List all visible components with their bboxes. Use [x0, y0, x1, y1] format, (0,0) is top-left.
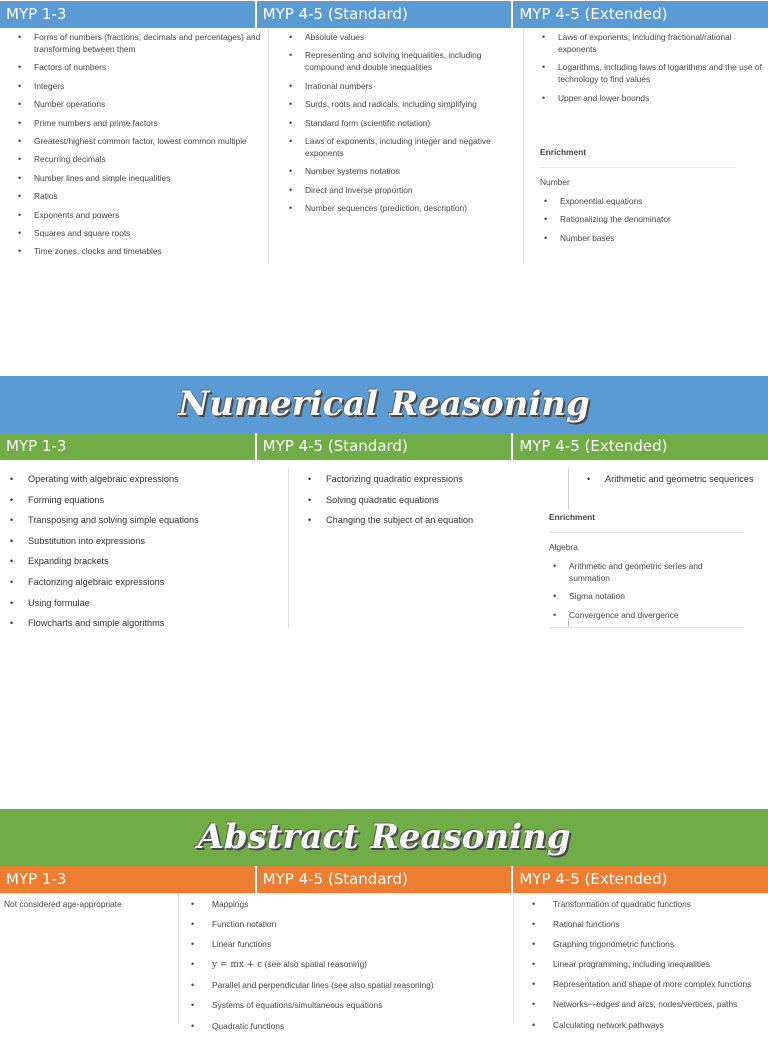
list-item: • Number operations [14, 98, 262, 110]
functions-extended-list [522, 898, 768, 1039]
list-item: • Upper and lower bounds [538, 92, 766, 104]
list-item: • Exponential equations [540, 195, 736, 207]
formula-note: (see also spatial reasoning) [264, 959, 368, 970]
list-item: • Direct and inverse proportion [285, 184, 515, 196]
list-item: • Greatest/highest common factor, lowest common multiple [14, 135, 262, 147]
list-item: • Recurring decimals [14, 153, 262, 165]
column-divider [268, 28, 269, 264]
list-item: • Factorizing algebraic expressions [6, 576, 276, 588]
algebra-header-extended: MYP 4-5 (Extended) [511, 433, 768, 460]
column-divider [288, 468, 289, 628]
column-divider [178, 893, 179, 1024]
list-item: • Function notation [181, 918, 511, 930]
enrichment-topic: Number [540, 177, 570, 187]
algebra-enrichment [549, 511, 743, 636]
list-item: • Logarithms, including laws of logarithms and the use of technology to find values [538, 61, 766, 85]
algebra-extended-list [583, 473, 768, 494]
list-item: • Laws of exponents, including integer and negative exponents [285, 135, 515, 159]
list-item: • Forming equations [6, 494, 276, 506]
list-item: • Solving quadratic equations [304, 494, 554, 506]
list-item: • Number lines and simple inequalities [14, 172, 262, 184]
algebra-header-standard: MYP 4-5 (Standard) [255, 433, 512, 460]
list-item: • Rational functions [522, 918, 768, 930]
column-divider [568, 468, 569, 510]
list-item: • Linear functions [181, 938, 511, 950]
divider [549, 532, 743, 533]
list-item: • Ratios [14, 190, 262, 202]
number-extended-list [538, 31, 766, 110]
list-item: • Parallel and perpendicular lines (see also spatial reasoning) [181, 979, 511, 991]
number-header-row [0, 1, 768, 28]
list-item: • Laws of exponents, including fractional/rational exponents [538, 31, 766, 55]
list-item: • Linear programming, including inequalities [522, 958, 768, 970]
list-item: • Flowcharts and simple algorithms [6, 617, 276, 629]
list-item: • Prime numbers and prime factors [14, 117, 262, 129]
list-item: • Quadratic functions [181, 1020, 511, 1032]
list-item: • Graphing trigonometric functions [522, 938, 768, 950]
list-item: • Irrational numbers [285, 80, 515, 92]
list-item: • Integers [14, 80, 262, 92]
list-item: • Forms of numbers (fractions, decimals and percentages) and transforming between them [14, 31, 262, 55]
list-item: • Exponents and powers [14, 209, 262, 221]
divider [549, 627, 743, 628]
list-item: • Representing and solving inequalities, including compound and double inequalities [285, 49, 515, 73]
algebra-standard-list [304, 473, 554, 535]
list-item: • Number bases [540, 232, 736, 244]
number-header-extended: MYP 4-5 (Extended) [511, 1, 768, 28]
functions-myp13-note: Not considered age-appropriate [4, 899, 122, 909]
column-divider [513, 893, 514, 1024]
enrichment-topic: Algebra [549, 542, 578, 552]
list-item: • Arithmetic and geometric sequences [583, 473, 768, 485]
functions-header-standard: MYP 4-5 (Standard) [255, 866, 512, 893]
numerical-reasoning-banner: Numerical Reasoning [0, 376, 768, 433]
number-header-myp13: MYP 1-3 [6, 5, 67, 23]
list-item: • Changing the subject of an equation [304, 514, 554, 526]
functions-standard-list [181, 898, 511, 1040]
functions-header-row [0, 866, 768, 893]
list-item: • Using formulae [6, 597, 276, 609]
list-item: • Operating with algebraic expressions [6, 473, 276, 485]
list-item: • Transformation of quadratic functions [522, 898, 768, 910]
list-item: • Rationalizing the denominator [540, 213, 736, 225]
functions-header-myp13: MYP 1-3 [6, 870, 67, 888]
algebra-myp13-list [6, 473, 276, 638]
number-myp13-list [14, 31, 262, 264]
list-item: • Mappings [181, 898, 511, 910]
list-item: • Number systems notation [285, 165, 515, 177]
number-enrichment [540, 146, 736, 250]
list-item: • Expanding brackets [6, 555, 276, 567]
column-divider [523, 28, 524, 264]
list-item: • Factorizing quadratic expressions [304, 473, 554, 485]
list-item: • Transposing and solving simple equations [6, 514, 276, 526]
functions-header-extended: MYP 4-5 (Extended) [511, 866, 768, 893]
divider [540, 167, 736, 168]
abstract-reasoning-banner: Abstract Reasoning [0, 809, 768, 866]
algebra-header-row [0, 433, 768, 460]
list-item: • Calculating network pathways [522, 1019, 768, 1031]
list-item [181, 958, 511, 971]
list-item: • Time zones, clocks and timetables [14, 245, 262, 257]
algebra-header-myp13: MYP 1-3 [6, 437, 67, 455]
linear-formula: y = mx + c [212, 960, 263, 971]
list-item: • Networks—edges and arcs, nodes/vertices, paths [522, 998, 768, 1010]
list-item: • Absolute values [285, 31, 515, 43]
enrichment-title: Enrichment [540, 147, 587, 157]
list-item: • Representation and shape of more complex functions [522, 978, 768, 990]
list-item: • Substitution into expressions [6, 535, 276, 547]
number-standard-list [285, 31, 515, 221]
list-item: • Standard form (scientific notation) [285, 117, 515, 129]
number-header-standard: MYP 4-5 (Standard) [255, 1, 512, 28]
enrichment-title: Enrichment [549, 512, 596, 522]
list-item: • Factors of numbers [14, 61, 262, 73]
list-item: • Convergence and divergence [549, 609, 743, 621]
list-item: • Arithmetic and geometric series and summation [549, 560, 743, 584]
list-item: • Systems of equations/simultaneous equations [181, 999, 511, 1011]
list-item: • Surds, roots and radicals, including simplifying [285, 98, 515, 110]
list-item: • Number sequences (prediction, description) [285, 202, 515, 214]
list-item: • Squares and square roots [14, 227, 262, 239]
list-item: • Sigma notation [549, 590, 743, 602]
